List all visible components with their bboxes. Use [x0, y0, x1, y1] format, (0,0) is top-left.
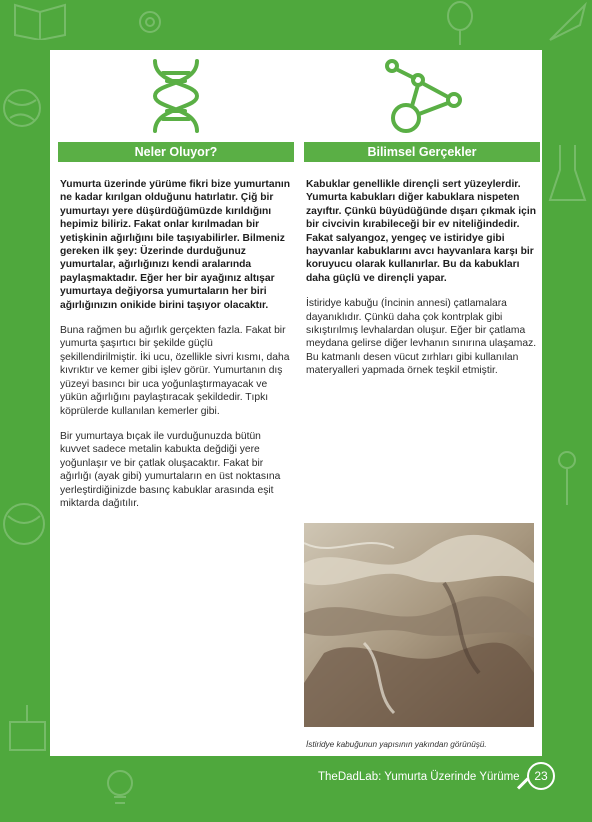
- body-paragraph: Buna rağmen bu ağırlık gerçekten fazla. Fakat bir yumurta şaşırtıcı bir şekilde güçlü şekillendirilmiştir. İki ucu, özellikle sivri kısmı, daha kıvrıktır ve kemer gibi işlev görür. Yumurtanın dış yüzeyi basıncı bir uca yoğunlaştırmayacak ve yükün ağırlığını paylaştıracak şekildedir. Tıpkı köprülerde kullanılan kemerler gibi.: [60, 325, 290, 417]
- page-number: 23: [527, 762, 555, 790]
- dna-icon: [137, 55, 215, 137]
- scientific-facts-column: [304, 50, 540, 390]
- footer-title: TheDadLab: Yumurta Üzerinde Yürüme: [318, 771, 520, 783]
- book-doodle-icon: [10, 0, 70, 40]
- section-heading: Bilimsel Gerçekler: [304, 142, 540, 162]
- molecule-icon: [382, 56, 462, 136]
- whats-happening-column: [58, 50, 294, 522]
- body-paragraph: Bir yumurtaya bıçak ile vurduğunuzda bütün kuvvet sadece metalin kabukta değdiği yere yoğunlaşır ve bir çatlak oluşacaktır. Fakat bir ağırlığı (ayak gibi) yumurtaların en üst noktasına yerleştirdiğinizde basınç kabuklar arasında eşit miktarda dağıtılır.: [60, 430, 281, 509]
- balloon-doodle-icon: [440, 0, 480, 45]
- photo-caption: İstiridye kabuğunun yapısının yakından görünüşü.: [306, 740, 487, 749]
- intro-paragraph: Yumurta üzerinde yürüme fikri bize yumurtanın ne kadar kırılgan olduğunu hatırlatır. Çiğ bir yumurtayı yere düşürdüğümüzde kırıldığını hepimiz biliriz. Fakat onlar kırılmadan bir yetişkinin ağırlığını bile taşıyabilirler. Bilmeniz gereken ilk şey: Üzerinde durduğunuz yumurtalar, ağırlığınızı kendi aralarında paylaşmaktadır. Eğer her bir ayağınız altışar yumurtaya değiyorsa yumurtaların her biri ağırlığınızın onikide birini taşıyor olacaktır.: [60, 179, 291, 311]
- rocket-doodle-icon: [545, 0, 590, 45]
- globe-doodle-icon-2: [0, 490, 50, 560]
- body-paragraph: İstiridye kabuğu (İncinin annesi) çatlamalara dayanıklıdır. Çünkü daha çok kontrplak gibi sıkıştırılmış levhalardan oluşur. Eğer bir çatlama meydana gelirse diğer levhanın sınırına ulaşamaz. Bu katmanlı desen vücut zırhları gibi kullanılan materyalleri yapmada örnek teşkil etmiştir.: [306, 298, 537, 377]
- flower-doodle-icon: [545, 440, 590, 510]
- content-page: [50, 50, 542, 756]
- intro-paragraph: Kabuklar genellikle dirençli sert yüzeylerdir. Yumurta kabukları diğer kabuklara nispeten zayıftır. Çünkü büyüdüğünde dışarı çıkmak için bir civcivin kırabileceği bir ev niteliğindedir. Fakat salyangoz, yengeç ve istiridye gibi hayvanlar kabuklarını avcı hayvanlara karşı bir koruyucu olarak kullanırlar. Bu da kabukları daha güçlü ve dirençli yapar.: [306, 179, 537, 284]
- gear-doodle-icon: [130, 2, 170, 42]
- beaker-doodle-icon: [545, 140, 590, 210]
- oyster-shell-photo: [304, 523, 534, 727]
- section-heading: Neler Oluyor?: [58, 142, 294, 162]
- cake-doodle-icon: [5, 700, 50, 755]
- lightbulb-doodle-icon: [100, 765, 140, 815]
- globe-doodle-icon: [0, 80, 50, 140]
